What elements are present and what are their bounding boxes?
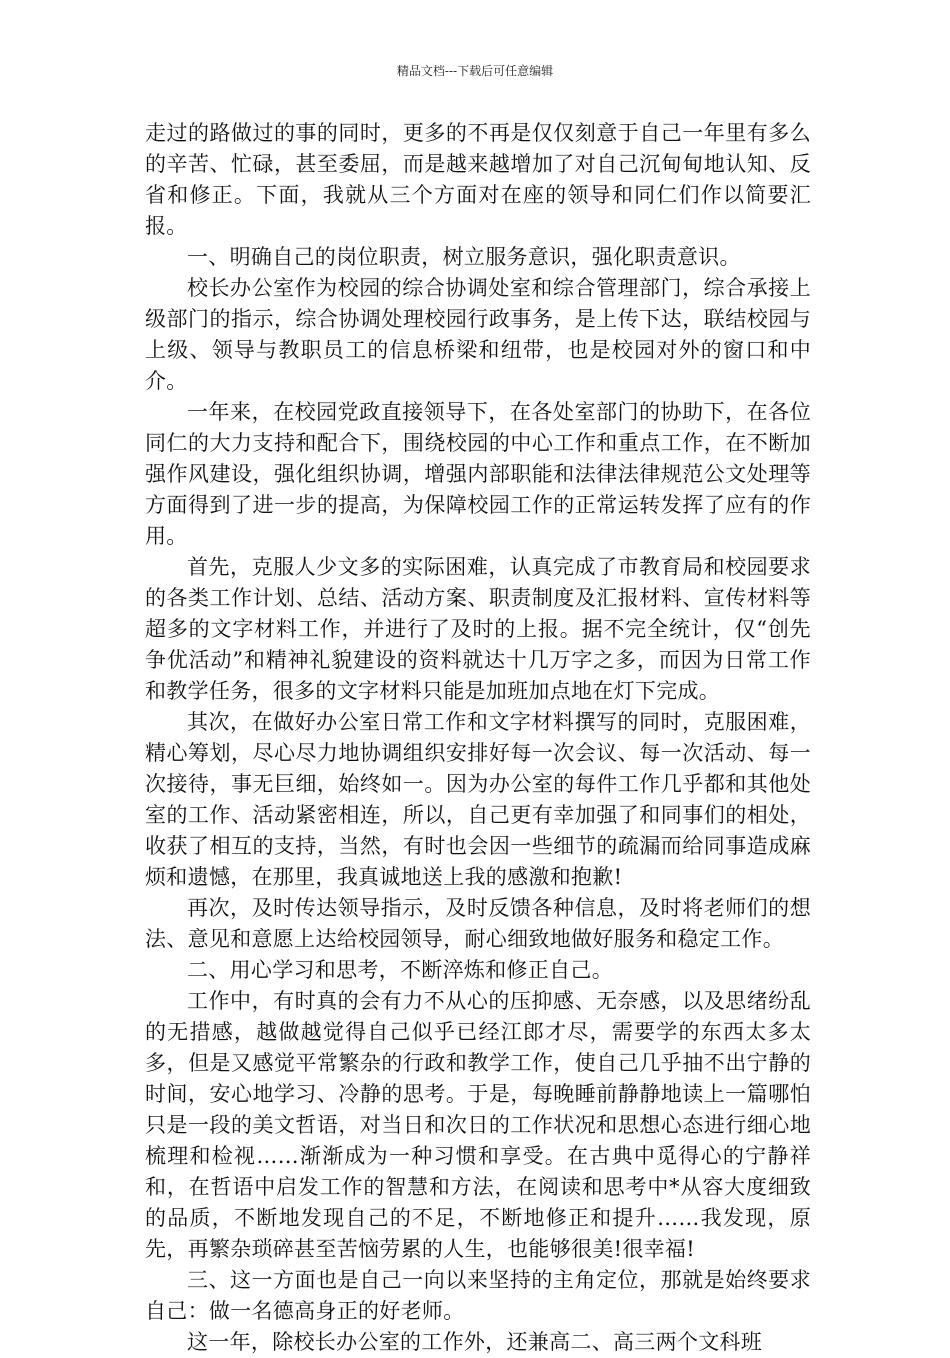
paragraph: 首先，克服人少文多的实际困难，认真完成了市教育局和校园要求的各类工作计划、总结、活动方案、职责制度及汇报材料、宣传材料等超多的文字材料工作，并进行了及时的上报。据不完全统计，仅“创先争优活动”和精神礼貌建设的资料就达十几万字之多，而因为日常工作和教学任务，很多的文字材料只能是加班加点地在灯下完成。 — [145, 555, 811, 703]
page-header: 精品文档---下载后可任意编辑 — [396, 64, 554, 78]
paragraph: 走过的路做过的事的同时，更多的不再是仅仅刻意于自己一年里有多么的辛苦、忙碌，甚至委屈，而是越来越增加了对自己沉甸甸地认知、反省和修正。下面，我就从三个方面对在座的领导和同仁们作以简要汇报。 — [145, 121, 811, 238]
paragraph: 一年来，在校园党政直接领导下，在各处室部门的协助下，在各位同仁的大力支持和配合下，围绕校园的中心工作和重点工作，在不断加强作风建设，强化组织协调，增强内部职能和法律法律规范公文处理等方面得到了进一步的提高，为保障校园工作的正常运转发挥了应有的作用。 — [145, 400, 811, 548]
paragraph: 校长办公室作为校园的综合协调处室和综合管理部门，综合承接上级部门的指示，综合协调处理校园行政事务，是上传下达，联结校园与上级、领导与教职员工的信息桥梁和纽带，也是校园对外的窗口和中介。 — [145, 276, 811, 393]
section-heading: 三、这一方面也是自己一向以来坚持的主角定位，那就是始终要求自己：做一名德高身正的好老师。 — [145, 1268, 811, 1323]
paragraph: 再次，及时传达领导指示，及时反馈各种信息，及时将老师们的想法、意见和意愿上达给校园领导，耐心细致地做好服务和稳定工作。 — [145, 896, 811, 951]
section-heading: 二、用心学习和思考，不断淬炼和修正自己。 — [187, 958, 613, 982]
paragraph: 其次，在做好办公室日常工作和文字材料撰写的同时，克服困难，精心筹划，尽心尽力地协调组织安排好每一次会议、每一次活动、每一次接待，事无巨细，始终如一。因为办公室的每件工作几乎都和其他处室的工作、活动紧密相连，所以，自己更有幸加强了和同事们的相处，收获了相互的支持，当然，有时也会因一些细节的疏漏而给同事造成麻烦和遗憾，在那里，我真诚地送上我的感激和抱歉! — [145, 710, 811, 889]
section-heading: 一、明确自己的岗位职责，树立服务意识，强化职责意识。 — [187, 245, 741, 269]
paragraph: 工作中，有时真的会有力不从心的压抑感、无奈感，以及思绪纷乱的无措感，越做越觉得自己似乎已经江郎才尽，需要学的东西太多太多，但是又感觉平常繁杂的行政和教学工作，使自己几乎抽不出宁静的时间，安心地学习、冷静的思考。于是，每晚睡前静静地读上一篇哪怕只是一段的美文哲语，对当日和次日的工作状况和思想心态进行细心地梳理和检视……渐渐成为一种习惯和享受。在古典中觅得心的宁静祥和，在哲语中启发工作的智慧和方法，在阅读和思考中*从容大度细致的品质，不断地发现自己的不足，不断地修正和提升……我发现，原先，再繁杂琐碎甚至苦恼劳累的人生，也能够很美!很幸福! — [145, 989, 811, 1261]
paragraph: 这一年，除校长办公室的工作外，还兼高二、高三两个文科班 — [187, 1330, 763, 1354]
document-body — [145, 118, 811, 1358]
